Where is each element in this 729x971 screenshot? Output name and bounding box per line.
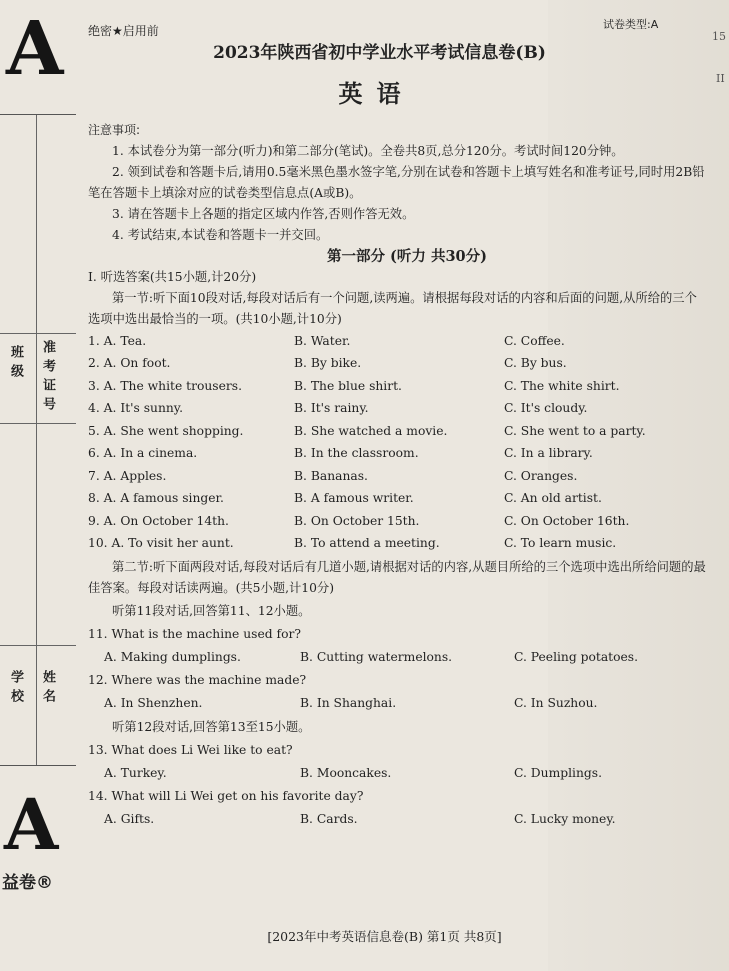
option-c: C. It's cloudy. [504, 401, 588, 416]
option-a: 3. A. The white trousers. [88, 378, 242, 393]
question-row [88, 533, 708, 556]
subject-title: 英语 [338, 80, 415, 108]
note-item: 1. 本试卷分为第一部分(听力)和第二部分(笔试)。全卷共8页,总分120分。考试时间120分钟。 [112, 144, 624, 158]
option-b: B. A famous writer. [294, 491, 414, 506]
option-c: C. By bus. [504, 356, 567, 371]
option-a: 9. A. On October 14th. [88, 513, 229, 528]
option-c: C. In Suzhou. [514, 696, 598, 710]
question-row [88, 443, 708, 466]
options-row [88, 808, 708, 831]
exam-number-label: 准考证号 [40, 340, 55, 416]
option-b: B. Cards. [300, 812, 358, 826]
option-a: 10. A. To visit her aunt. [88, 536, 234, 551]
strip-rule [0, 333, 76, 334]
option-c: C. To learn music. [504, 536, 617, 551]
option-a: A. Making dumplings. [104, 650, 241, 664]
option-a: A. Gifts. [104, 812, 155, 826]
option-b: B. Bananas. [294, 468, 368, 483]
option-b: B. It's rainy. [294, 401, 369, 416]
option-a: 4. A. It's sunny. [88, 401, 184, 416]
options-row [88, 692, 708, 715]
option-c: C. In a library. [504, 446, 593, 461]
dialog-lead: 听第12段对话,回答第13至15小题。 [112, 719, 311, 734]
strip-rule [0, 423, 76, 424]
strip-rule [0, 645, 76, 646]
option-a: 8. A. A famous singer. [88, 491, 224, 506]
option-c: C. The white shirt. [504, 378, 620, 393]
option-b: B. Water. [294, 333, 351, 348]
option-b: B. She watched a movie. [294, 423, 448, 438]
note-item: 4. 考试结束,本试卷和答题卡一并交回。 [112, 228, 329, 242]
option-b: B. Mooncakes. [300, 766, 392, 780]
option-b: B. In Shanghai. [300, 696, 397, 710]
exam-body [88, 120, 708, 831]
paper-type-letter-top: A [6, 6, 64, 92]
question-stem: 13. What does Li Wei like to eat? [88, 743, 293, 757]
option-b: B. Cutting watermelons. [300, 650, 453, 664]
section-heading: Ⅰ. 听选答案(共15小题,计20分) [88, 270, 257, 284]
notes-heading: 注意事项: [88, 123, 141, 137]
option-a: 5. A. She went shopping. [88, 423, 244, 438]
option-b: B. The blue shirt. [294, 378, 402, 393]
question-row [88, 375, 708, 398]
brand-logo: 益卷® [2, 873, 53, 893]
part-one-title: 第一部分 (听力 共30分) [327, 248, 487, 265]
margin-number: 15 [712, 30, 726, 43]
secret-mark: 绝密★启用前 [88, 24, 159, 38]
options-row [88, 762, 708, 785]
class-label: 班级 [8, 345, 23, 383]
exam-title: 2023年陕西省初中学业水平考试信息卷(B) [213, 43, 546, 63]
strip-divider [36, 115, 37, 765]
page-footer: [2023年中考英语信息卷(B) 第1页 共8页] [267, 929, 502, 944]
question-row [88, 398, 708, 421]
option-a: A. In Shenzhen. [104, 696, 203, 710]
name-label: 姓名 [40, 670, 55, 708]
option-a: 6. A. In a cinema. [88, 446, 198, 461]
question-stem: 12. Where was the machine made? [88, 673, 307, 687]
info-strip [0, 114, 76, 766]
dialog-lead: 听第11段对话,回答第11、12小题。 [112, 603, 311, 618]
option-c: C. She went to a party. [504, 423, 646, 438]
option-a: 2. A. On foot. [88, 356, 171, 371]
question-row [88, 420, 708, 443]
question-row [88, 330, 708, 353]
option-b: B. In the classroom. [294, 446, 419, 461]
option-c: C. On October 16th. [504, 513, 630, 528]
paper-type: 试卷类型:A [603, 18, 659, 31]
option-a: 1. A. Tea. [88, 333, 147, 348]
paper-type-letter-bottom: A [4, 783, 59, 866]
note-item: 2. 领到试卷和答题卡后,请用0.5毫米黑色墨水签字笔,分别在试卷和答题卡上填写姓名和准考证号,同时用2B铅笔在答题卡上填涂对应的试卷类型信息点(A或B)。 [88, 165, 705, 200]
section-two-instruction: 第二节:听下面两段对话,每段对话后有几道小题,请根据对话的内容,从题目所给的三个选项中选出所给问题的最佳答案。每段对话读两遍。(共5小题,计10分) [88, 560, 706, 595]
option-c: C. Lucky money. [514, 812, 616, 826]
option-c: C. Peeling potatoes. [514, 650, 639, 664]
option-b: B. To attend a meeting. [294, 536, 440, 551]
option-a: 7. A. Apples. [88, 468, 167, 483]
option-b: B. On October 15th. [294, 513, 420, 528]
question-row [88, 510, 708, 533]
option-c: C. Dumplings. [514, 766, 602, 780]
note-item: 3. 请在答题卡上各题的指定区域内作答,否则作答无效。 [112, 207, 415, 221]
option-c: C. Oranges. [504, 468, 578, 483]
option-c: C. An old artist. [504, 491, 602, 506]
school-label: 学校 [8, 670, 23, 708]
question-row [88, 353, 708, 376]
question-stem: 14. What will Li Wei get on his favorite day? [88, 789, 364, 803]
question-row [88, 465, 708, 488]
options-row [88, 646, 708, 669]
option-c: C. Coffee. [504, 333, 565, 348]
margin-roman: II [716, 72, 725, 85]
option-a: A. Turkey. [104, 766, 167, 780]
question-row [88, 488, 708, 511]
question-stem: 11. What is the machine used for? [88, 627, 301, 641]
section-one-instruction: 第一节:听下面10段对话,每段对话后有一个问题,读两遍。请根据每段对话的内容和后面的问题,从所给的三个选项中选出最恰当的一项。(共10小题,计10分) [88, 291, 697, 326]
option-b: B. By bike. [294, 356, 362, 371]
